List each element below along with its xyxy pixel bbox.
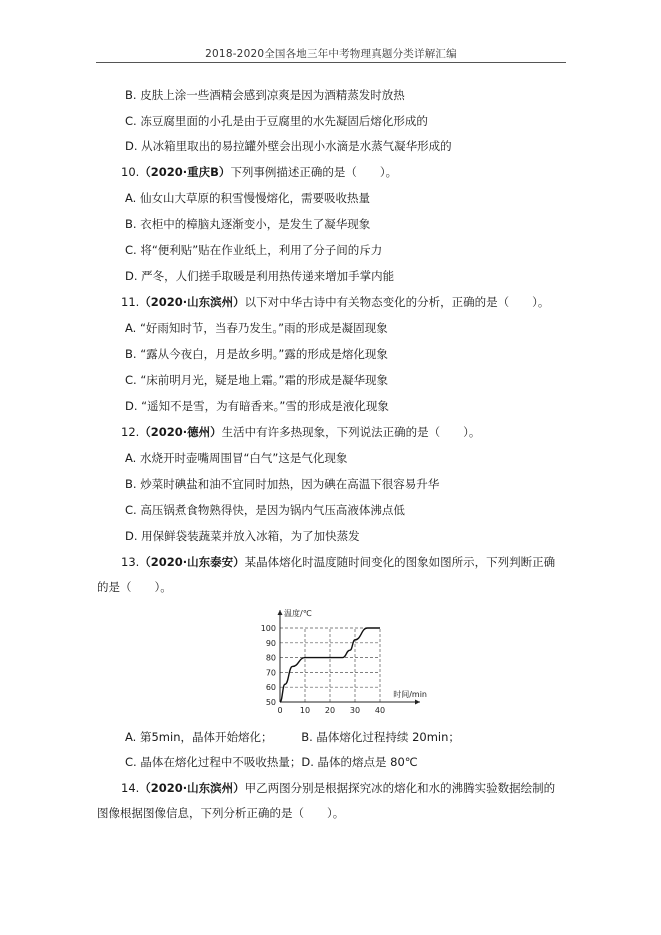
q12-option-c: C. 高压锅煮食物熟得快，是因为锅内气压高液体沸点低 (125, 503, 405, 517)
temperature-time-chart (250, 604, 430, 720)
q12-option-b: B. 炒菜时碘盐和油不宜同时加热，因为碘在高温下很容易升华 (125, 477, 440, 491)
x-tick-label: 10 (299, 706, 311, 715)
q11-source: （2020·山东滨州） (139, 295, 245, 309)
q14-stem-cont: 图像根据图像信息，下列分析正确的是（ ）。 (97, 806, 345, 820)
q11-option-a: A. “好雨知时节，当春乃发生。”雨的形成是凝固现象 (125, 321, 388, 335)
q10-option-d: D. 严冬，人们搓手取暖是利用热传递来增加手掌内能 (125, 269, 395, 283)
q9-option-c: C. 冻豆腐里面的小孔是由于豆腐里的水先凝固后熔化形成的 (125, 114, 428, 128)
q11-stem (121, 295, 549, 309)
q13-source: （2020·山东泰安） (139, 555, 245, 569)
q12-option-d: D. 用保鲜袋装蔬菜并放入冰箱，为了加快蒸发 (125, 529, 360, 543)
q11-option-d: D. “遥知不是雪，为有暗香来。”雪的形成是液化现象 (125, 399, 389, 413)
page-header: 2018-2020全国各地三年中考物理真题分类详解汇编 (205, 48, 457, 60)
q11-number: 11. (121, 295, 140, 309)
y-axis-arrow (278, 610, 283, 615)
y-tick-label: 80 (265, 653, 276, 663)
q13-options-cd: C. 晶体在熔化过程中不吸收热量；D. 晶体的熔点是 80℃ (125, 755, 418, 769)
q10-option-b: B. 衣柜中的樟脑丸逐渐变小，是发生了凝华现象 (125, 217, 371, 231)
y-tick-label: 70 (265, 668, 276, 678)
q14-source: （2020·山东滨州） (139, 781, 245, 795)
q12-option-a: A. 水烧开时壶嘴周围冒“白气”这是气化现象 (125, 451, 348, 465)
q14-stem (121, 781, 555, 795)
x-tick-label: 30 (349, 706, 361, 715)
q10-text: 下列事例描述正确的是（ ）。 (230, 165, 398, 179)
q13-stem-cont: 的是（ ）。 (97, 580, 172, 594)
q14-text: 甲乙两图分别是根据探究冰的熔化和水的沸腾实验数据绘制的 (244, 781, 556, 795)
q10-source: （2020·重庆B） (139, 165, 231, 179)
y-axis-label: 温度/℃ (284, 609, 312, 618)
y-tick-label: 100 (260, 624, 276, 633)
y-tick-label: 50 (265, 698, 276, 707)
q10-stem (121, 165, 397, 179)
q14-number: 14. (121, 781, 140, 795)
x-tick-label: 40 (374, 706, 386, 715)
q13-options-ab: A. 第5min，晶体开始熔化； B. 晶体熔化过程持续 20min； (125, 730, 460, 744)
x-axis-arrow (415, 700, 420, 705)
q10-option-c: C. 将“便利贴”贴在作业纸上，利用了分子间的斥力 (125, 243, 383, 257)
q10-option-a: A. 仙女山大草原的积雪慢慢熔化，需要吸收热量 (125, 191, 370, 205)
q12-source: （2020·德州） (139, 425, 222, 439)
q10-number: 10. (121, 165, 140, 179)
x-tick-label: 0 (277, 706, 283, 715)
q13-text: 某晶体熔化时温度随时间变化的图象如图所示，下列判断正确 (244, 555, 556, 569)
x-tick-label: 20 (324, 706, 336, 715)
q12-text: 生活中有许多热现象，下列说法正确的是（ ）。 (221, 425, 481, 439)
header-rule (96, 62, 566, 63)
q12-number: 12. (121, 425, 140, 439)
q13-number: 13. (121, 555, 140, 569)
q11-option-b: B. “露从今夜白，月是故乡明。”露的形成是熔化现象 (125, 347, 388, 361)
q11-option-c: C. “床前明月光，疑是地上霜。”霜的形成是凝华现象 (125, 373, 389, 387)
q9-option-d: D. 从冰箱里取出的易拉罐外壁会出现小水滴是水蒸气凝华形成的 (125, 139, 452, 153)
x-axis-label: 时间/min (393, 690, 427, 699)
q12-stem (121, 425, 480, 439)
q9-option-b: B. 皮肤上涂一些酒精会感到凉爽是因为酒精蒸发时放热 (125, 88, 405, 102)
q13-stem (121, 555, 555, 569)
y-tick-label: 60 (265, 683, 276, 693)
q11-text: 以下对中华古诗中有关物态变化的分析，正确的是（ ）。 (244, 295, 550, 309)
y-tick-label: 90 (265, 638, 276, 648)
